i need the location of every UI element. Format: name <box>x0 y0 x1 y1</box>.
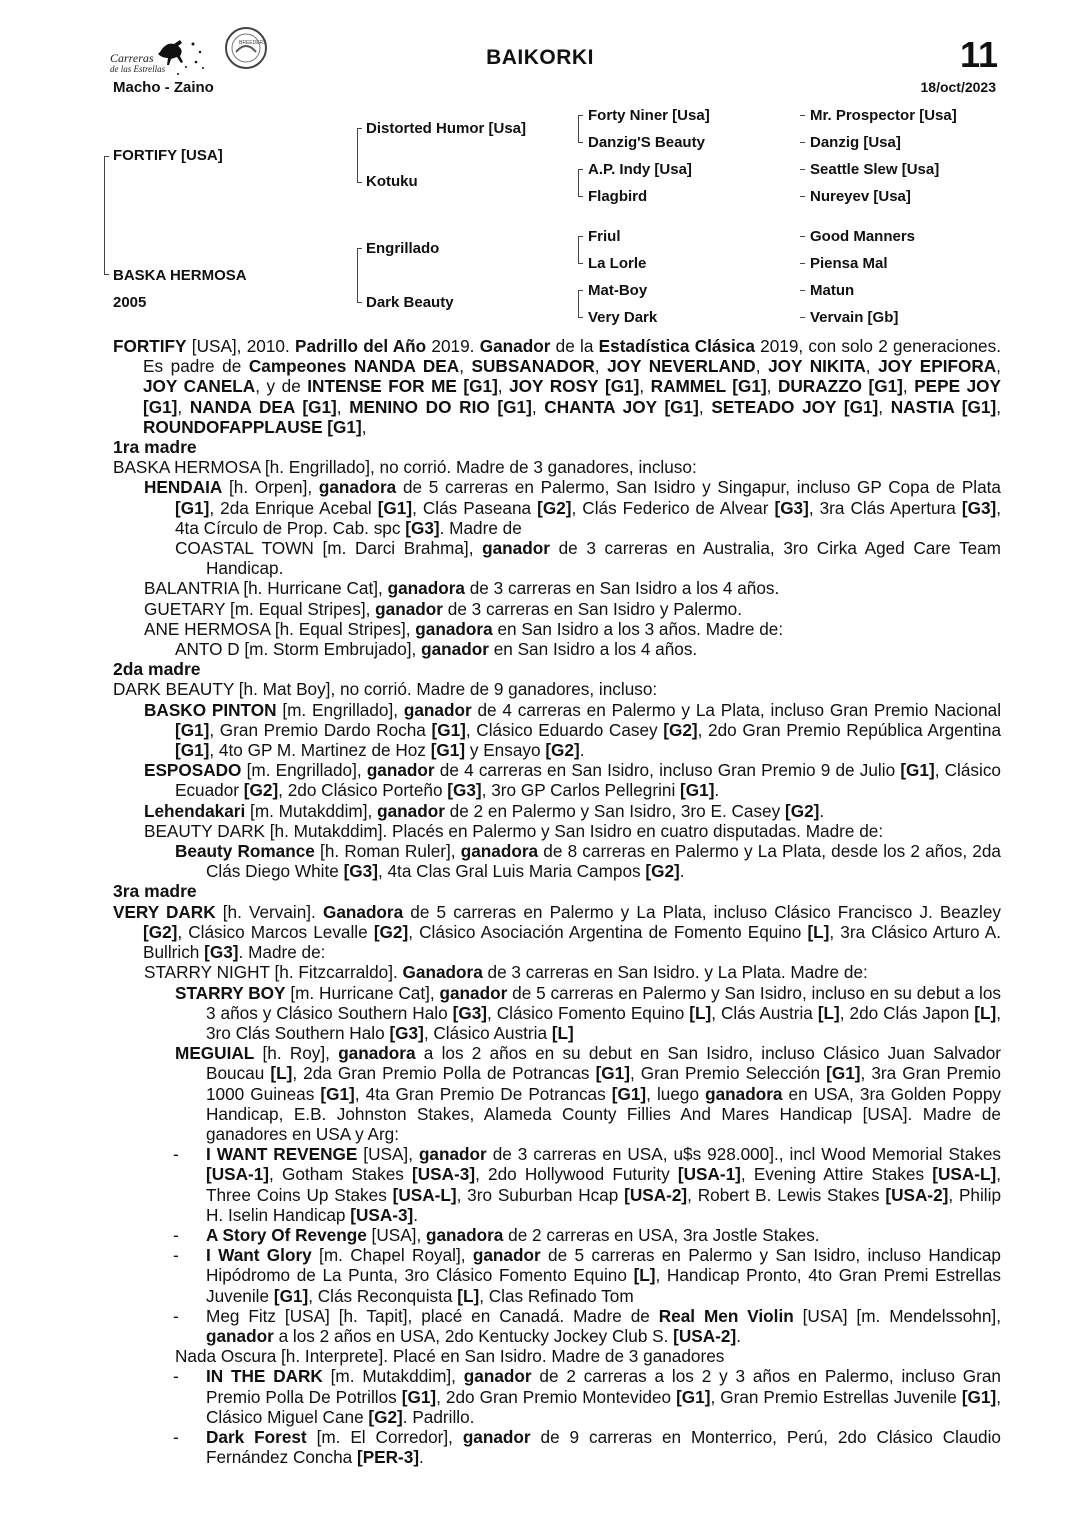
pedigree-gen4: Piensa Mal <box>810 255 888 272</box>
pedigree-gen4: Vervain [Gb] <box>810 309 899 326</box>
dam-year: 2005 <box>113 294 147 311</box>
catalog-body <box>113 336 1001 1467</box>
sire-name: FORTIFY [USA] <box>113 147 223 164</box>
produce-entry: - A Story Of Revenge [USA], ganadora de 2 carreras en USA, 3ra Jostle Stakes. <box>173 1224 820 1245</box>
produce-entry: BEAUTY DARK [h. Mutakddim]. Placés en Palermo y San Isidro en cuatro disputadas. Madre de: <box>144 820 884 841</box>
produce-entry: GUETARY [m. Equal Stripes], ganador de 3 carreras en San Isidro y Palermo. <box>144 598 742 619</box>
pedigree-gen3: La Lorle <box>588 255 647 272</box>
list-dash: - <box>173 1426 179 1447</box>
produce-entry: - IN THE DARK [m. Mutakddim], ganador de 2 carreras a los 2 y 3 años en Palermo, incluso Gran Premio Polla De Potrillos [G1], 2do Gran Premio Montevideo [G1], Gran Premio Estrellas Juvenile [G1], Clásico Miguel Cane [G2]. Padrillo. <box>173 1366 1001 1427</box>
bracket-line <box>357 128 358 182</box>
race-number: 11 <box>959 34 998 75</box>
dam-paragraph: VERY DARK [h. Vervain]. Ganadora de 5 carreras en Palermo y La Plata, incluso Clásico Francisco J. Beazley [G2], Clásico Marcos Levalle [G2], Clásico Asociación Argentina de Fomento Equino [L], 3ra Clásico Arturo A. Bullrich [G3]. Madre de: <box>113 901 1001 963</box>
produce-entry: COASTAL TOWN [m. Darci Brahma], ganador de 3 carreras en Australia, 3ro Cirka Aged Care Team Handicap. <box>175 538 1002 579</box>
pedigree-gen3: Forty Niner [Usa] <box>588 107 710 124</box>
produce-entry: - Meg Fitz [USA] [h. Tapit], placé en Canadá. Madre de Real Men Violin [USA] [m. Mendelssohn], ganador a los 2 años en USA, 2do Kentucky Jockey Club S. [USA-2]. <box>173 1305 1001 1346</box>
produce-entry: - Dark Forest [m. El Corredor], ganador de 9 carreras en Monterrico, Perú, 2do Clásico Claudio Fernández Concha [PER-3]. <box>173 1426 1001 1468</box>
list-dash: - <box>173 1366 179 1387</box>
pedigree-gen3: Mat-Boy <box>588 282 648 299</box>
produce-entry: Beauty Romance [h. Roman Ruler], ganadora de 8 carreras en Palermo y La Plata, desde los 2 años, 2da Clás Diego White [G3], 4ta Clas Gral Luis Maria Campos [G2]. <box>175 841 1001 882</box>
pedigree-gen3: Danzig'S Beauty <box>588 134 705 151</box>
horse-name: BAIKORKI <box>486 46 594 69</box>
dam-name: BASKA HERMOSA <box>113 267 247 284</box>
pedigree-gen2: Kotuku <box>366 173 418 190</box>
pedigree-gen4: Matun <box>810 282 855 299</box>
pedigree-gen4: Nureyev [Usa] <box>810 188 911 205</box>
pedigree-gen3: Friul <box>588 228 621 245</box>
svg-text:Carreras: Carreras <box>110 51 154 65</box>
section-heading: 1ra madre <box>113 437 197 458</box>
dam-paragraph: BASKA HERMOSA [h. Engrillado], no corrió. Madre de 3 ganadores, incluso: <box>113 457 697 478</box>
pedigree-gen2: Dark Beauty <box>366 294 454 311</box>
pedigree-gen2: Distorted Humor [Usa] <box>366 120 527 137</box>
pedigree-gen4: Mr. Prospector [Usa] <box>810 107 957 124</box>
produce-entry: - I WANT REVENGE [USA], ganador de 3 carreras en USA, u$s 928.000]., incl Wood Memorial Stakes [USA-1], Gotham Stakes [USA-3], 2do Hollywood Futurity [USA-1], Evening Attire Stakes [USA-L], Three Coins Up Stakes [USA-L], 3ro Suburban Hcap [USA-2], Robert B. Lewis Stakes [USA-2], Philip H. Iselin Handicap [USA-3]. <box>173 1144 1002 1225</box>
pedigree-gen4: Seattle Slew [Usa] <box>810 161 940 178</box>
race-date: 18/oct/2023 <box>920 79 996 95</box>
produce-entry: HENDAIA [h. Orpen], ganadora de 5 carreras en Palermo, San Isidro y Singapur, incluso GP Copa de Plata [G1], 2da Enrique Acebal [G1], Clás Paseana [G2], Clás Federico de Alvear [G3], 3ra Clás Apertura [G3], 4ta Círculo de Prop. Cab. spc [G3]. Madre de <box>144 477 1002 538</box>
svg-text:BREEDERS: BREEDERS <box>239 40 267 46</box>
produce-entry: STARRY BOY [m. Hurricane Cat], ganador de 5 carreras en Palermo y San Isidro, incluso en su debut a los 3 años y Clásico Southern Halo [G3], Clásico Fomento Equino [L], Clás Austria [L], 2do Clás Japon [L], 3ro Clás Southern Halo [G3], Clásico Austria [L] <box>175 982 1002 1043</box>
produce-entry: ESPOSADO [m. Engrillado], ganador de 4 carreras en San Isidro, incluso Gran Premio 9 de Julio [G1], Clásico Ecuador [G2], 2do Clásico Porteño [G3], 3ro GP Carlos Pellegrini [G1]. <box>144 760 1001 801</box>
section-heading: 2da madre <box>113 659 201 680</box>
list-dash: - <box>173 1245 179 1266</box>
produce-entry: Lehendakari [m. Mutakddim], ganador de 2 en Palermo y San Isidro, 3ro E. Casey [G2]. <box>144 800 825 821</box>
list-dash: - <box>173 1224 179 1245</box>
produce-entry: Nada Oscura [h. Interprete]. Placé en San Isidro. Madre de 3 ganadores <box>175 1346 725 1367</box>
produce-entry: - I Want Glory [m. Chapel Royal], ganador de 5 carreras en Palermo y San Isidro, incluso Handicap Hipódromo de La Punta, 3ro Clásico Fomento Equino [L], Handicap Pronto, 4to Gran Premi Estrellas Juvenile [G1], Clás Reconquista [L], Clas Refinado Tom <box>173 1245 1001 1306</box>
bracket-line <box>357 248 358 302</box>
pedigree-gen3: Very Dark <box>588 309 658 326</box>
pedigree-gen2: Engrillado <box>366 240 440 257</box>
section-heading: 3ra madre <box>113 881 197 902</box>
sire-paragraph: FORTIFY [USA], 2010. Padrillo del Año 2019. Ganador de la Estadística Clásica 2019, con solo 2 generaciones. Es padre de Campeones NANDA DEA, SUBSANADOR, JOY NEVERLAND, JOY NIKITA, JOY EPIFORA, JOY CANELA, y de INTENSE FOR ME [G1], JOY ROSY [G1], RAMMEL [G1], DURAZZO [G1], PEPE JOY [G1], NANDA DEA [G1], MENINO DO RIO [G1], CHANTA JOY [G1], SETEADO JOY [G1], NASTIA [G1], ROUNDOFAPPLAUSE [G1], <box>113 336 1001 437</box>
sex-color: Macho - Zaino <box>113 79 214 96</box>
produce-entry: ANE HERMOSA [h. Equal Stripes], ganadora en San Isidro a los 3 años. Madre de: <box>144 618 784 639</box>
produce-entry: MEGUIAL [h. Roy], ganadora a los 2 años en su debut en San Isidro, incluso Clásico Juan Salvador Boucau [L], 2da Gran Premio Polla de Potrancas [G1], Gran Premio Selección [G1], 3ra Gran Premio 1000 Guineas [G1], 4ta Gran Premio De Potrancas [G1], luego ganadora en USA, 3ra Golden Poppy Handicap, E.B. Johnston Stakes, Alameda County Fillies And Mares Handicap [USA]. Madre de ganadores en USA y Arg: <box>175 1043 1002 1144</box>
dam-paragraph: DARK BEAUTY [h. Mat Boy], no corrió. Madre de 9 ganadores, incluso: <box>113 679 658 700</box>
produce-entry: ANTO D [m. Storm Embrujado], ganador en San Isidro a los 4 años. <box>175 639 698 660</box>
produce-entry: STARRY NIGHT [h. Fitzcarraldo]. Ganadora de 3 carreras en San Isidro. y La Plata. Madre de: <box>144 962 868 983</box>
pedigree-gen4: Good Manners <box>810 228 916 245</box>
list-dash: - <box>173 1144 179 1165</box>
pedigree-gen4: Danzig [Usa] <box>810 134 901 151</box>
produce-entry: BALANTRIA [h. Hurricane Cat], ganadora de 3 carreras en San Isidro a los 4 años. <box>144 578 780 599</box>
bracket-line <box>104 156 105 274</box>
svg-text:de las Estrellas: de las Estrellas <box>110 64 166 74</box>
produce-entry: BASKO PINTON [m. Engrillado], ganador de 4 carreras en Palermo y La Plata, incluso Gran Premio Nacional [G1], Gran Premio Dardo Rocha [G1], Clásico Eduardo Casey [G2], 2do Gran Premio República Argentina [G1], 4to GP M. Martinez de Hoz [G1] y Ensayo [G2]. <box>144 699 1002 761</box>
pedigree-gen3: Flagbird <box>588 188 648 205</box>
list-dash: - <box>173 1305 179 1326</box>
pedigree-gen3: A.P. Indy [Usa] <box>588 161 692 178</box>
